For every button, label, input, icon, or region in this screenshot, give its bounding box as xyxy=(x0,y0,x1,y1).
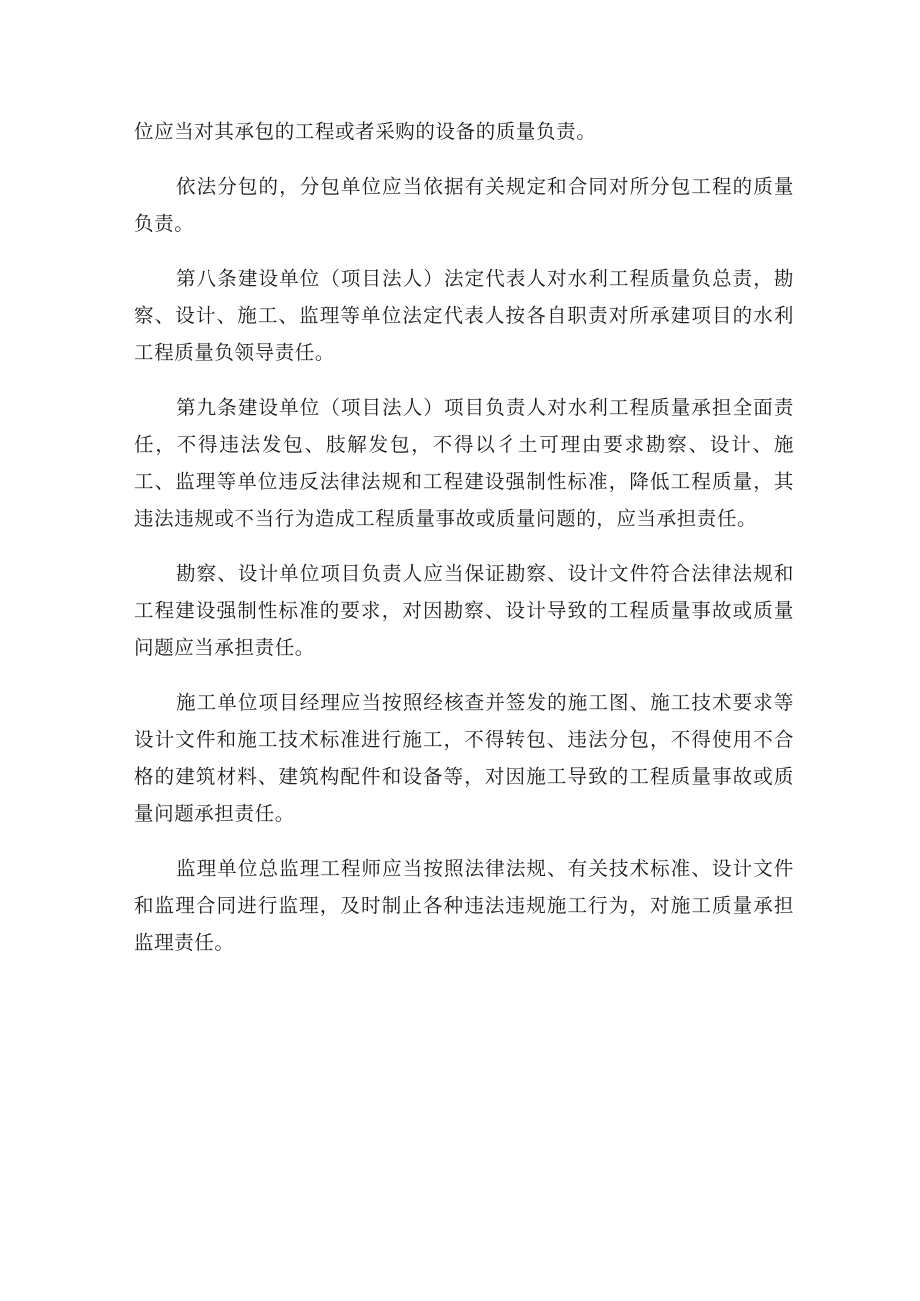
paragraph-continuation: 位应当对其承包的工程或者采购的设备的质量负责。 xyxy=(134,120,597,143)
paragraph-survey-design: 勘察、设计单位项目负责人应当保证勘察、设计文件符合法律法规和工程建设强制性标准的要求，对因勘察、设计导致的工程质量事故或质量问题应当承担责任。 xyxy=(134,562,794,659)
paragraph-construction: 施工单位项目经理应当按照经核查并签发的施工图、施工技术要求等设计文件和施工技术标准进行施工，不得转包、违法分包，不得使用不合格的建筑材料、建筑构配件和设备等，对因施工导致的工程质量事故或质量问题承担责任。 xyxy=(134,691,794,825)
paragraph-article-9: 第九条建设单位（项目法人）项目负责人对水利工程质量承担全面责任，不得违法发包、肢解发包，不得以彳土可理由要求勘察、设计、施工、监理等单位违反法律法规和工程建设强制性标准，降低工程质量，其违法违规或不当行为造成工程质量事故或质量问题的，应当承担责任。 xyxy=(134,396,794,530)
paragraph-article-8: 第八条建设单位（项目法人）法定代表人对水利工程质量负总责，勘察、设计、施工、监理等单位法定代表人按各自职责对所承建项目的水利工程质量负领导责任。 xyxy=(134,267,794,364)
document-body xyxy=(134,113,794,979)
paragraph-supervision: 监理单位总监理工程师应当按照法律法规、有关技术标准、设计文件和监理合同进行监理，及时制止各种违法违规施工行为，对施工质量承担监理责任。 xyxy=(134,857,794,954)
paragraph-subcontract: 依法分包的，分包单位应当依据有关规定和合同对所分包工程的质量负责。 xyxy=(134,175,794,235)
